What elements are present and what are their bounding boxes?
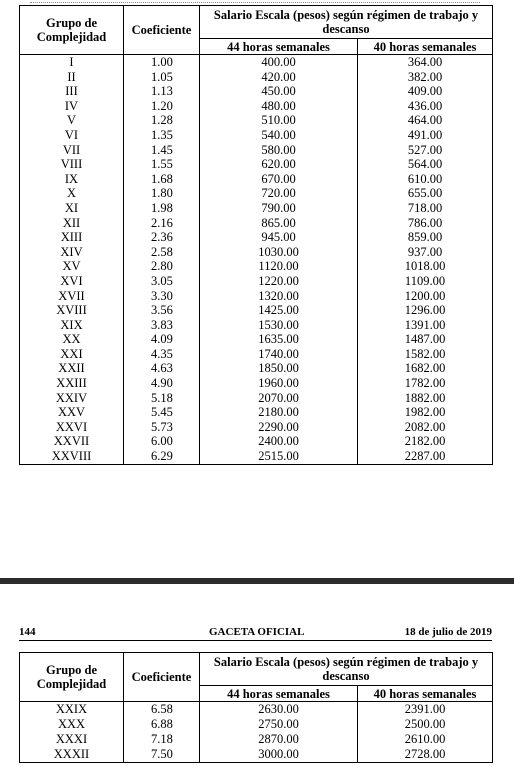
cell-44h: 3000.00 bbox=[200, 747, 358, 763]
table-row bbox=[20, 347, 493, 362]
cell-40h: 2082.00 bbox=[358, 420, 493, 435]
cell-44h: 2070.00 bbox=[200, 391, 358, 406]
cell-group: VI bbox=[20, 128, 124, 143]
cell-group: XXVII bbox=[20, 434, 124, 449]
cell-40h: 564.00 bbox=[358, 157, 493, 172]
cell-44h: 790.00 bbox=[200, 201, 358, 216]
cell-coefficient: 1.28 bbox=[124, 113, 200, 128]
table-row bbox=[20, 391, 493, 406]
cell-coefficient: 4.35 bbox=[124, 347, 200, 362]
cell-group: II bbox=[20, 70, 124, 85]
cell-40h: 2287.00 bbox=[358, 449, 493, 464]
cell-group: X bbox=[20, 186, 124, 201]
publication-title: GACETA OFICIAL bbox=[209, 626, 305, 638]
header-salary: Salario Escala (pesos) según régimen de trabajo y descanso bbox=[200, 6, 493, 39]
table-row bbox=[20, 113, 493, 128]
cell-44h: 865.00 bbox=[200, 216, 358, 231]
cell-40h: 2500.00 bbox=[358, 717, 493, 732]
cell-coefficient: 1.13 bbox=[124, 84, 200, 99]
table-row bbox=[20, 172, 493, 187]
cell-group: XXV bbox=[20, 405, 124, 420]
cell-coefficient: 7.50 bbox=[124, 747, 200, 763]
cell-group: XXX bbox=[20, 717, 124, 732]
cell-40h: 786.00 bbox=[358, 216, 493, 231]
page-bottom bbox=[0, 584, 514, 768]
cell-coefficient: 1.68 bbox=[124, 172, 200, 187]
table-row bbox=[20, 99, 493, 114]
table-row bbox=[20, 405, 493, 420]
cell-coefficient: 1.20 bbox=[124, 99, 200, 114]
table-row bbox=[20, 55, 493, 70]
cell-44h: 2290.00 bbox=[200, 420, 358, 435]
cell-group: XI bbox=[20, 201, 124, 216]
cell-40h: 1487.00 bbox=[358, 332, 493, 347]
cell-group: XVIII bbox=[20, 303, 124, 318]
cell-40h: 1782.00 bbox=[358, 376, 493, 391]
cell-44h: 580.00 bbox=[200, 143, 358, 158]
table-row bbox=[20, 361, 493, 376]
cell-coefficient: 7.18 bbox=[124, 732, 200, 747]
cell-group: IV bbox=[20, 99, 124, 114]
cell-40h: 364.00 bbox=[358, 55, 493, 70]
cell-group: XXII bbox=[20, 361, 124, 376]
cell-40h: 655.00 bbox=[358, 186, 493, 201]
header-44h: 44 horas semanales bbox=[200, 686, 358, 702]
header-group: Grupo de Complejidad bbox=[20, 6, 124, 55]
header-coefficient: Coeficiente bbox=[124, 653, 200, 702]
cell-40h: 1882.00 bbox=[358, 391, 493, 406]
cell-coefficient: 2.80 bbox=[124, 259, 200, 274]
cell-group: XXXII bbox=[20, 747, 124, 763]
cell-40h: 1982.00 bbox=[358, 405, 493, 420]
header-salary: Salario Escala (pesos) según régimen de trabajo y descanso bbox=[200, 653, 493, 686]
cell-40h: 1018.00 bbox=[358, 259, 493, 274]
cell-group: V bbox=[20, 113, 124, 128]
salary-scale-table-continued bbox=[19, 652, 493, 763]
table-row bbox=[20, 747, 493, 763]
cell-group: XXVI bbox=[20, 420, 124, 435]
cell-44h: 1120.00 bbox=[200, 259, 358, 274]
previous-line-fragment bbox=[30, 0, 480, 3]
cell-coefficient: 5.18 bbox=[124, 391, 200, 406]
cell-40h: 2728.00 bbox=[358, 747, 493, 763]
salary-scale-table bbox=[19, 5, 493, 465]
cell-coefficient: 6.58 bbox=[124, 702, 200, 718]
cell-group: XVII bbox=[20, 289, 124, 304]
cell-group: III bbox=[20, 84, 124, 99]
cell-40h: 464.00 bbox=[358, 113, 493, 128]
cell-40h: 937.00 bbox=[358, 245, 493, 260]
cell-coefficient: 1.45 bbox=[124, 143, 200, 158]
table-row bbox=[20, 128, 493, 143]
cell-40h: 527.00 bbox=[358, 143, 493, 158]
cell-44h: 1320.00 bbox=[200, 289, 358, 304]
cell-44h: 1030.00 bbox=[200, 245, 358, 260]
publication-date: 18 de julio de 2019 bbox=[404, 626, 492, 638]
table-row bbox=[20, 84, 493, 99]
cell-40h: 409.00 bbox=[358, 84, 493, 99]
cell-40h: 2610.00 bbox=[358, 732, 493, 747]
table-row bbox=[20, 732, 493, 747]
header-coefficient: Coeficiente bbox=[124, 6, 200, 55]
header-group: Grupo de Complejidad bbox=[20, 653, 124, 702]
table-row bbox=[20, 216, 493, 231]
cell-44h: 2870.00 bbox=[200, 732, 358, 747]
cell-44h: 620.00 bbox=[200, 157, 358, 172]
table-row bbox=[20, 318, 493, 333]
cell-coefficient: 2.58 bbox=[124, 245, 200, 260]
cell-coefficient: 1.05 bbox=[124, 70, 200, 85]
cell-44h: 2400.00 bbox=[200, 434, 358, 449]
cell-40h: 436.00 bbox=[358, 99, 493, 114]
running-head bbox=[19, 626, 492, 641]
cell-44h: 1425.00 bbox=[200, 303, 358, 318]
table-row bbox=[20, 70, 493, 85]
table-row bbox=[20, 449, 493, 464]
cell-44h: 1635.00 bbox=[200, 332, 358, 347]
table-row bbox=[20, 274, 493, 289]
table-row bbox=[20, 186, 493, 201]
cell-group: XXXI bbox=[20, 732, 124, 747]
cell-group: XVI bbox=[20, 274, 124, 289]
cell-coefficient: 1.55 bbox=[124, 157, 200, 172]
cell-44h: 720.00 bbox=[200, 186, 358, 201]
cell-coefficient: 4.63 bbox=[124, 361, 200, 376]
table-row bbox=[20, 332, 493, 347]
cell-44h: 510.00 bbox=[200, 113, 358, 128]
table-body bbox=[20, 55, 493, 465]
cell-coefficient: 5.45 bbox=[124, 405, 200, 420]
cell-40h: 382.00 bbox=[358, 70, 493, 85]
cell-coefficient: 2.36 bbox=[124, 230, 200, 245]
table-row bbox=[20, 245, 493, 260]
cell-coefficient: 3.83 bbox=[124, 318, 200, 333]
cell-40h: 1296.00 bbox=[358, 303, 493, 318]
cell-coefficient: 6.29 bbox=[124, 449, 200, 464]
cell-44h: 1220.00 bbox=[200, 274, 358, 289]
cell-group: XV bbox=[20, 259, 124, 274]
cell-coefficient: 3.30 bbox=[124, 289, 200, 304]
cell-group: XXIII bbox=[20, 376, 124, 391]
table-row bbox=[20, 143, 493, 158]
cell-coefficient: 3.56 bbox=[124, 303, 200, 318]
table-row bbox=[20, 434, 493, 449]
cell-44h: 945.00 bbox=[200, 230, 358, 245]
cell-group: XXVIII bbox=[20, 449, 124, 464]
table-row bbox=[20, 420, 493, 435]
cell-group: VII bbox=[20, 143, 124, 158]
cell-40h: 610.00 bbox=[358, 172, 493, 187]
cell-40h: 1109.00 bbox=[358, 274, 493, 289]
cell-coefficient: 1.80 bbox=[124, 186, 200, 201]
cell-40h: 2391.00 bbox=[358, 702, 493, 718]
cell-group: XXIV bbox=[20, 391, 124, 406]
cell-40h: 1391.00 bbox=[358, 318, 493, 333]
cell-44h: 420.00 bbox=[200, 70, 358, 85]
cell-coefficient: 1.00 bbox=[124, 55, 200, 70]
cell-44h: 1850.00 bbox=[200, 361, 358, 376]
cell-coefficient: 3.05 bbox=[124, 274, 200, 289]
cell-coefficient: 4.09 bbox=[124, 332, 200, 347]
cell-40h: 859.00 bbox=[358, 230, 493, 245]
cell-44h: 400.00 bbox=[200, 55, 358, 70]
cell-44h: 2630.00 bbox=[200, 702, 358, 718]
cell-44h: 540.00 bbox=[200, 128, 358, 143]
cell-44h: 2750.00 bbox=[200, 717, 358, 732]
cell-44h: 1740.00 bbox=[200, 347, 358, 362]
cell-coefficient: 1.35 bbox=[124, 128, 200, 143]
cell-44h: 1960.00 bbox=[200, 376, 358, 391]
table-row bbox=[20, 702, 493, 718]
table-row bbox=[20, 157, 493, 172]
cell-44h: 2180.00 bbox=[200, 405, 358, 420]
table-row bbox=[20, 376, 493, 391]
table-row bbox=[20, 259, 493, 274]
cell-coefficient: 4.90 bbox=[124, 376, 200, 391]
table-row bbox=[20, 201, 493, 216]
cell-40h: 1682.00 bbox=[358, 361, 493, 376]
cell-44h: 1530.00 bbox=[200, 318, 358, 333]
table-row bbox=[20, 717, 493, 732]
cell-44h: 450.00 bbox=[200, 84, 358, 99]
cell-coefficient: 2.16 bbox=[124, 216, 200, 231]
table-row bbox=[20, 289, 493, 304]
table-row bbox=[20, 230, 493, 245]
cell-group: VIII bbox=[20, 157, 124, 172]
header-40h: 40 horas semanales bbox=[358, 39, 493, 55]
cell-coefficient: 1.98 bbox=[124, 201, 200, 216]
cell-group: XII bbox=[20, 216, 124, 231]
cell-40h: 1200.00 bbox=[358, 289, 493, 304]
header-44h: 44 horas semanales bbox=[200, 39, 358, 55]
cell-coefficient: 6.88 bbox=[124, 717, 200, 732]
cell-group: IX bbox=[20, 172, 124, 187]
cell-coefficient: 5.73 bbox=[124, 420, 200, 435]
cell-40h: 718.00 bbox=[358, 201, 493, 216]
cell-group: XIII bbox=[20, 230, 124, 245]
cell-44h: 670.00 bbox=[200, 172, 358, 187]
cell-group: XXIX bbox=[20, 702, 124, 718]
cell-group: XXI bbox=[20, 347, 124, 362]
cell-group: I bbox=[20, 55, 124, 70]
table-body bbox=[20, 702, 493, 763]
header-40h: 40 horas semanales bbox=[358, 686, 493, 702]
cell-44h: 480.00 bbox=[200, 99, 358, 114]
cell-40h: 1582.00 bbox=[358, 347, 493, 362]
cell-group: XIV bbox=[20, 245, 124, 260]
page-number: 144 bbox=[19, 626, 36, 638]
cell-coefficient: 6.00 bbox=[124, 434, 200, 449]
cell-40h: 2182.00 bbox=[358, 434, 493, 449]
cell-44h: 2515.00 bbox=[200, 449, 358, 464]
cell-40h: 491.00 bbox=[358, 128, 493, 143]
cell-group: XIX bbox=[20, 318, 124, 333]
cell-group: XX bbox=[20, 332, 124, 347]
table-row bbox=[20, 303, 493, 318]
